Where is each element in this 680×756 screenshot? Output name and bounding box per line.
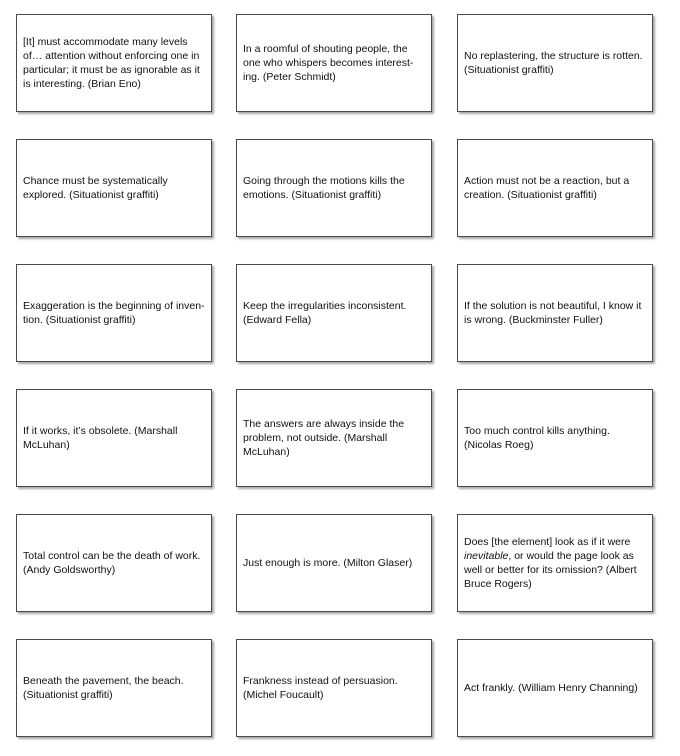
quote-card bbox=[16, 264, 212, 362]
quote-card bbox=[16, 14, 212, 112]
quote-text-after: , or would the page look as well or better for its omission? (Albert Bruce Rogers) bbox=[464, 550, 637, 590]
quote-text: Action must not be a reaction, but a creation. (Situationist graffiti) bbox=[464, 175, 630, 201]
quote-text: No replastering, the structure is rotten. (Situationist graffiti) bbox=[464, 50, 643, 76]
quote-card bbox=[457, 514, 653, 612]
quote-text: Keep the irregularities inconsistent. (Edward Fella) bbox=[243, 300, 407, 326]
quote-card bbox=[457, 14, 653, 112]
quote-card bbox=[16, 514, 212, 612]
quote-text: Act frankly. (William Henry Channing) bbox=[464, 682, 638, 694]
quote-card bbox=[457, 139, 653, 237]
quote-text: Frankness instead of persuasion. (Michel Foucault) bbox=[243, 675, 398, 701]
quote-card bbox=[236, 264, 432, 362]
quote-text: If the solution is not beautiful, I know it is wrong. (Buckminster Fuller) bbox=[464, 300, 642, 326]
quote-card bbox=[236, 514, 432, 612]
quote-card bbox=[236, 639, 432, 737]
quote-card bbox=[457, 264, 653, 362]
quote-card bbox=[236, 14, 432, 112]
quote-card bbox=[16, 139, 212, 237]
quote-card bbox=[236, 389, 432, 487]
quote-card bbox=[16, 639, 212, 737]
quote-text: Chance must be systematically explored. (Situationist graffiti) bbox=[23, 175, 168, 201]
quote-text: Going through the motions kills the emotions. (Situationist graffiti) bbox=[243, 175, 405, 201]
quote-card bbox=[236, 139, 432, 237]
quote-text: Exaggeration is the beginning of inven-tion. (Situationist graffiti) bbox=[23, 300, 205, 326]
quote-text-before: Does [the element] look as if it were bbox=[464, 536, 631, 548]
quote-text: The answers are always inside the problem, not outside. (Marshall McLuhan) bbox=[243, 418, 405, 458]
quote-text: Too much control kills anything. (Nicolas Roeg) bbox=[464, 425, 610, 451]
quote-text: Just enough is more. (Milton Glaser) bbox=[243, 557, 413, 569]
quote-card bbox=[457, 639, 653, 737]
quote-text: Total control can be the death of work. (Andy Goldsworthy) bbox=[23, 550, 201, 576]
quote-text: If it works, it’s obsolete. (Marshall McLuhan) bbox=[23, 425, 178, 451]
quote-text: Beneath the pavement, the beach. (Situationist graffiti) bbox=[23, 675, 184, 701]
quote-emphasis: inevitable bbox=[464, 550, 509, 562]
quote-text: In a roomful of shouting people, the one who whispers becomes interest-ing. (Peter Schmidt) bbox=[243, 43, 414, 83]
quote-card bbox=[16, 389, 212, 487]
quote-card bbox=[457, 389, 653, 487]
quote-text: [It] must accommodate many levels of… attention without enforcing one in particular; it must be as ignorable as it is interesting. (Brian Eno) bbox=[23, 36, 200, 90]
quote-text bbox=[464, 535, 646, 591]
